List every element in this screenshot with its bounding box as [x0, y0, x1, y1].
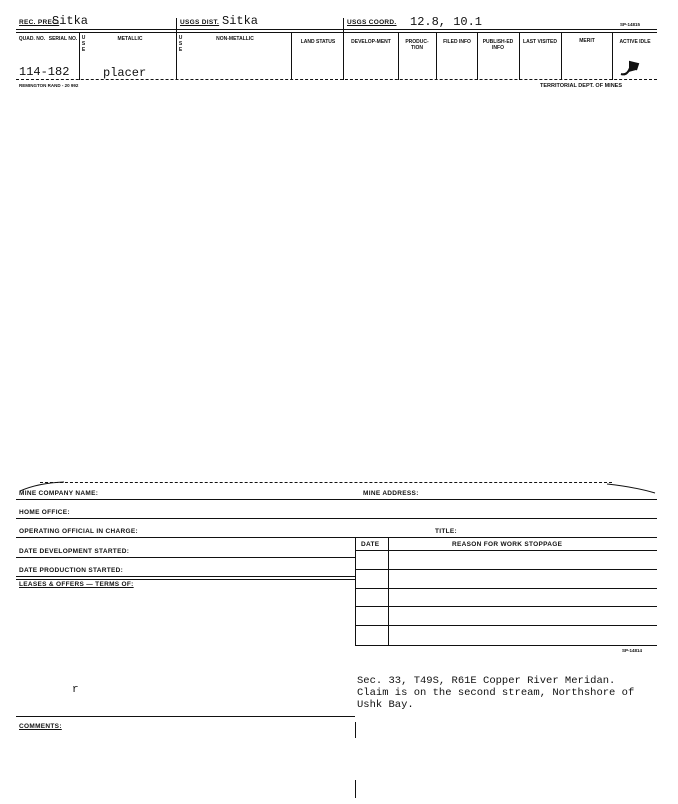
col-land-status: LAND STATUS [300, 39, 336, 45]
home-office-label: HOME OFFICE: [19, 509, 70, 516]
location-note: Sec. 33, T49S, R61E Copper River Meridan. Claim is on the second stream, Northshore of Ushk Bay. [357, 675, 635, 711]
col-use-2: U S E [178, 35, 183, 53]
col-merit: MERIT [579, 38, 595, 44]
date-development-label: DATE DEVELOPMENT STARTED: [19, 548, 130, 555]
usgs-coord-label: USGS COORD. [347, 19, 397, 26]
reason-col-header: REASON FOR WORK STOPPAGE [452, 541, 563, 548]
usgs-dist-value: Sitka [222, 14, 259, 28]
usgs-coord-value: 12.8, 10.1 [410, 15, 483, 29]
col-quad-no: QUAD. NO. [18, 36, 46, 42]
metallic-value: placer [103, 66, 147, 80]
operating-official-label: OPERATING OFFICIAL IN CHARGE: [19, 528, 138, 535]
form-number-2: SP-14814 [622, 648, 643, 653]
rec-prec-value: Sitka [52, 14, 89, 28]
col-last-visited: LAST VISITED [523, 39, 557, 45]
title-label: TITLE: [435, 528, 458, 535]
col-non-metallic: NON-METALLIC [216, 36, 254, 42]
usgs-dist-label: USGS DIST. [180, 19, 220, 26]
col-production: PRODUC-TION [405, 39, 429, 51]
col-active-idle: ACTIVE IDLE [619, 39, 651, 45]
form-number: SP-14815 [620, 22, 641, 27]
col-filed-info: FILED INFO [443, 39, 471, 45]
mine-company-name-label: MINE COMPANY NAME: [19, 490, 99, 497]
col-use-1: U S E [81, 35, 86, 53]
footer-strip-left: REMINGTON RAND - 20 992 [19, 83, 79, 88]
rec-prec-label: REC. PREC. [19, 19, 60, 26]
col-serial-no: SERIAL NO. [48, 36, 78, 42]
footer-strip-right: TERRITORIAL DEPT. OF MINES [540, 83, 622, 89]
comments-label: COMMENTS: [19, 723, 62, 730]
col-development: DEVELOP-MENT [351, 39, 391, 45]
stray-mark: r [72, 684, 79, 696]
mine-address-label: MINE ADDRESS: [363, 490, 419, 497]
date-production-label: DATE PRODUCTION STARTED: [19, 567, 124, 574]
col-metallic: METALLIC [117, 36, 143, 42]
col-published-info: PUBLISH-ED INFO [482, 39, 514, 51]
corner-curve-right [605, 481, 657, 495]
date-col-header: DATE [361, 541, 380, 548]
quad-serial-value: 114-182 [19, 65, 70, 79]
active-idle-mark-icon [618, 58, 640, 78]
leases-label: LEASES & OFFERS — TERMS OF: [19, 581, 134, 588]
